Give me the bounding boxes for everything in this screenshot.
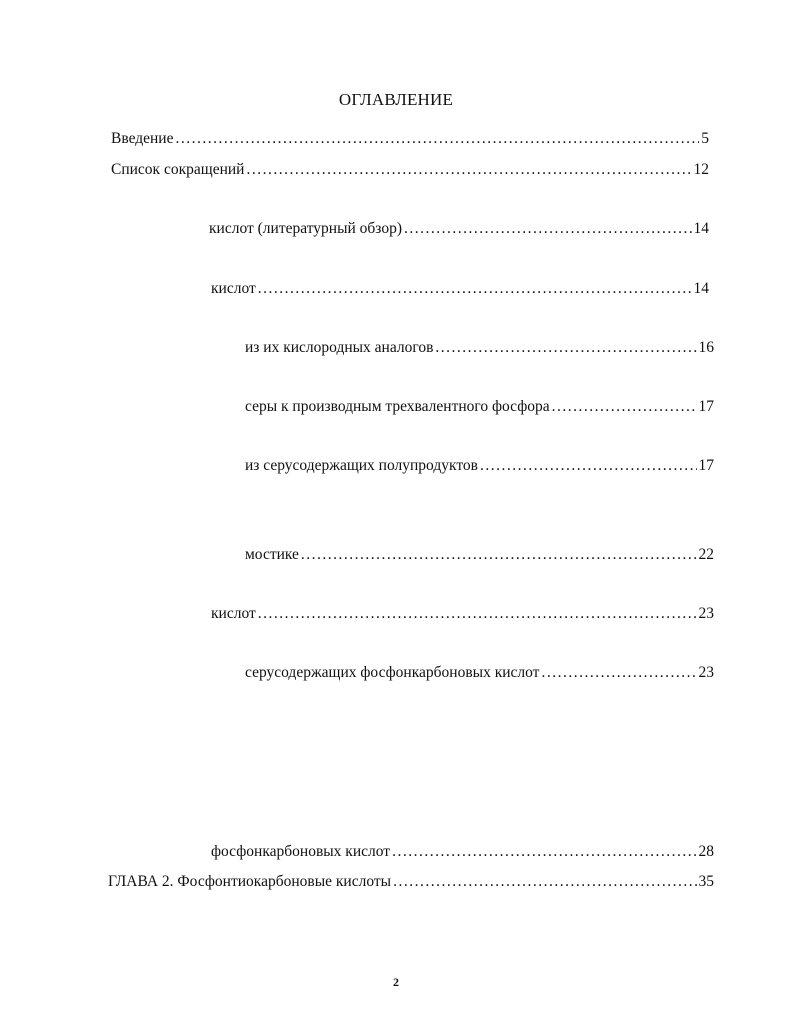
toc-entry-1-1-cont[interactable] [211, 279, 709, 299]
dot-leader [393, 872, 696, 892]
dot-leader [258, 604, 697, 624]
toc-entry-page: 14 [693, 220, 709, 237]
toc-entry-1-1-3-cont[interactable] [245, 456, 714, 476]
toc-entry-page: 17 [698, 457, 714, 474]
dot-leader [552, 397, 697, 417]
toc-entry-chapter-2[interactable] [108, 872, 714, 892]
toc-entry-page: 35 [698, 873, 714, 890]
toc-entry-1-1-1-cont[interactable] [245, 338, 714, 358]
toc-entry-abbreviations[interactable] [111, 160, 709, 180]
dot-leader [175, 129, 699, 149]
dot-leader [301, 545, 697, 565]
toc-entry-label: серы к производным трехвалентного фосфора [245, 398, 550, 415]
dot-leader [392, 842, 696, 862]
toc-entry-1-1-2-cont[interactable] [245, 397, 714, 417]
page-number: 2 [393, 975, 399, 989]
dot-leader [480, 456, 697, 476]
toc-entry-label: кислот (литературный обзор) [209, 220, 402, 237]
toc-entry-label: из серусодержащих полупродуктов [245, 457, 478, 474]
toc-entry-1-2-1-cont[interactable] [245, 663, 714, 683]
toc-entry-page: 14 [693, 280, 709, 297]
toc-entry-label: кислот [211, 605, 256, 622]
toc-entry-label: фосфонкарбоновых кислот [211, 843, 391, 860]
toc-entry-label: Список сокращений [111, 161, 245, 178]
toc-entry-label: из их кислородных аналогов [245, 339, 434, 356]
toc-entry-label: Введение [111, 130, 174, 147]
toc-entry-page: 16 [698, 339, 714, 356]
toc-entry-label: серусодержащих фосфонкарбоновых кислот [245, 664, 540, 681]
dot-leader [246, 160, 691, 180]
page-title: ОГЛАВЛЕНИЕ [338, 90, 454, 109]
toc-entry-page: 12 [693, 161, 709, 178]
dot-leader [258, 279, 692, 299]
toc-entry-1-3-cont[interactable] [211, 842, 714, 862]
toc-entry-label: кислот [211, 280, 256, 297]
toc-entry-introduction[interactable] [111, 129, 709, 149]
toc-entry-label: мостике [245, 546, 299, 563]
dot-leader [404, 219, 692, 239]
toc-entry-label: ГЛАВА 2. Фосфонтиокарбоновые кислоты [108, 873, 392, 890]
toc-entry-page: 28 [698, 843, 714, 860]
toc-entry-chapter-1-cont[interactable] [209, 219, 709, 239]
toc-entry-page: 23 [698, 605, 714, 622]
dot-leader [435, 338, 696, 358]
toc-entry-1-2-cont[interactable] [211, 604, 714, 624]
toc-entry-1-1-4-cont2[interactable] [245, 545, 714, 565]
toc-entry-page: 17 [698, 398, 714, 415]
dot-leader [541, 663, 696, 683]
toc-entry-page: 22 [698, 546, 714, 563]
toc-entry-page: 5 [701, 130, 709, 147]
toc-entry-page: 23 [698, 664, 714, 681]
